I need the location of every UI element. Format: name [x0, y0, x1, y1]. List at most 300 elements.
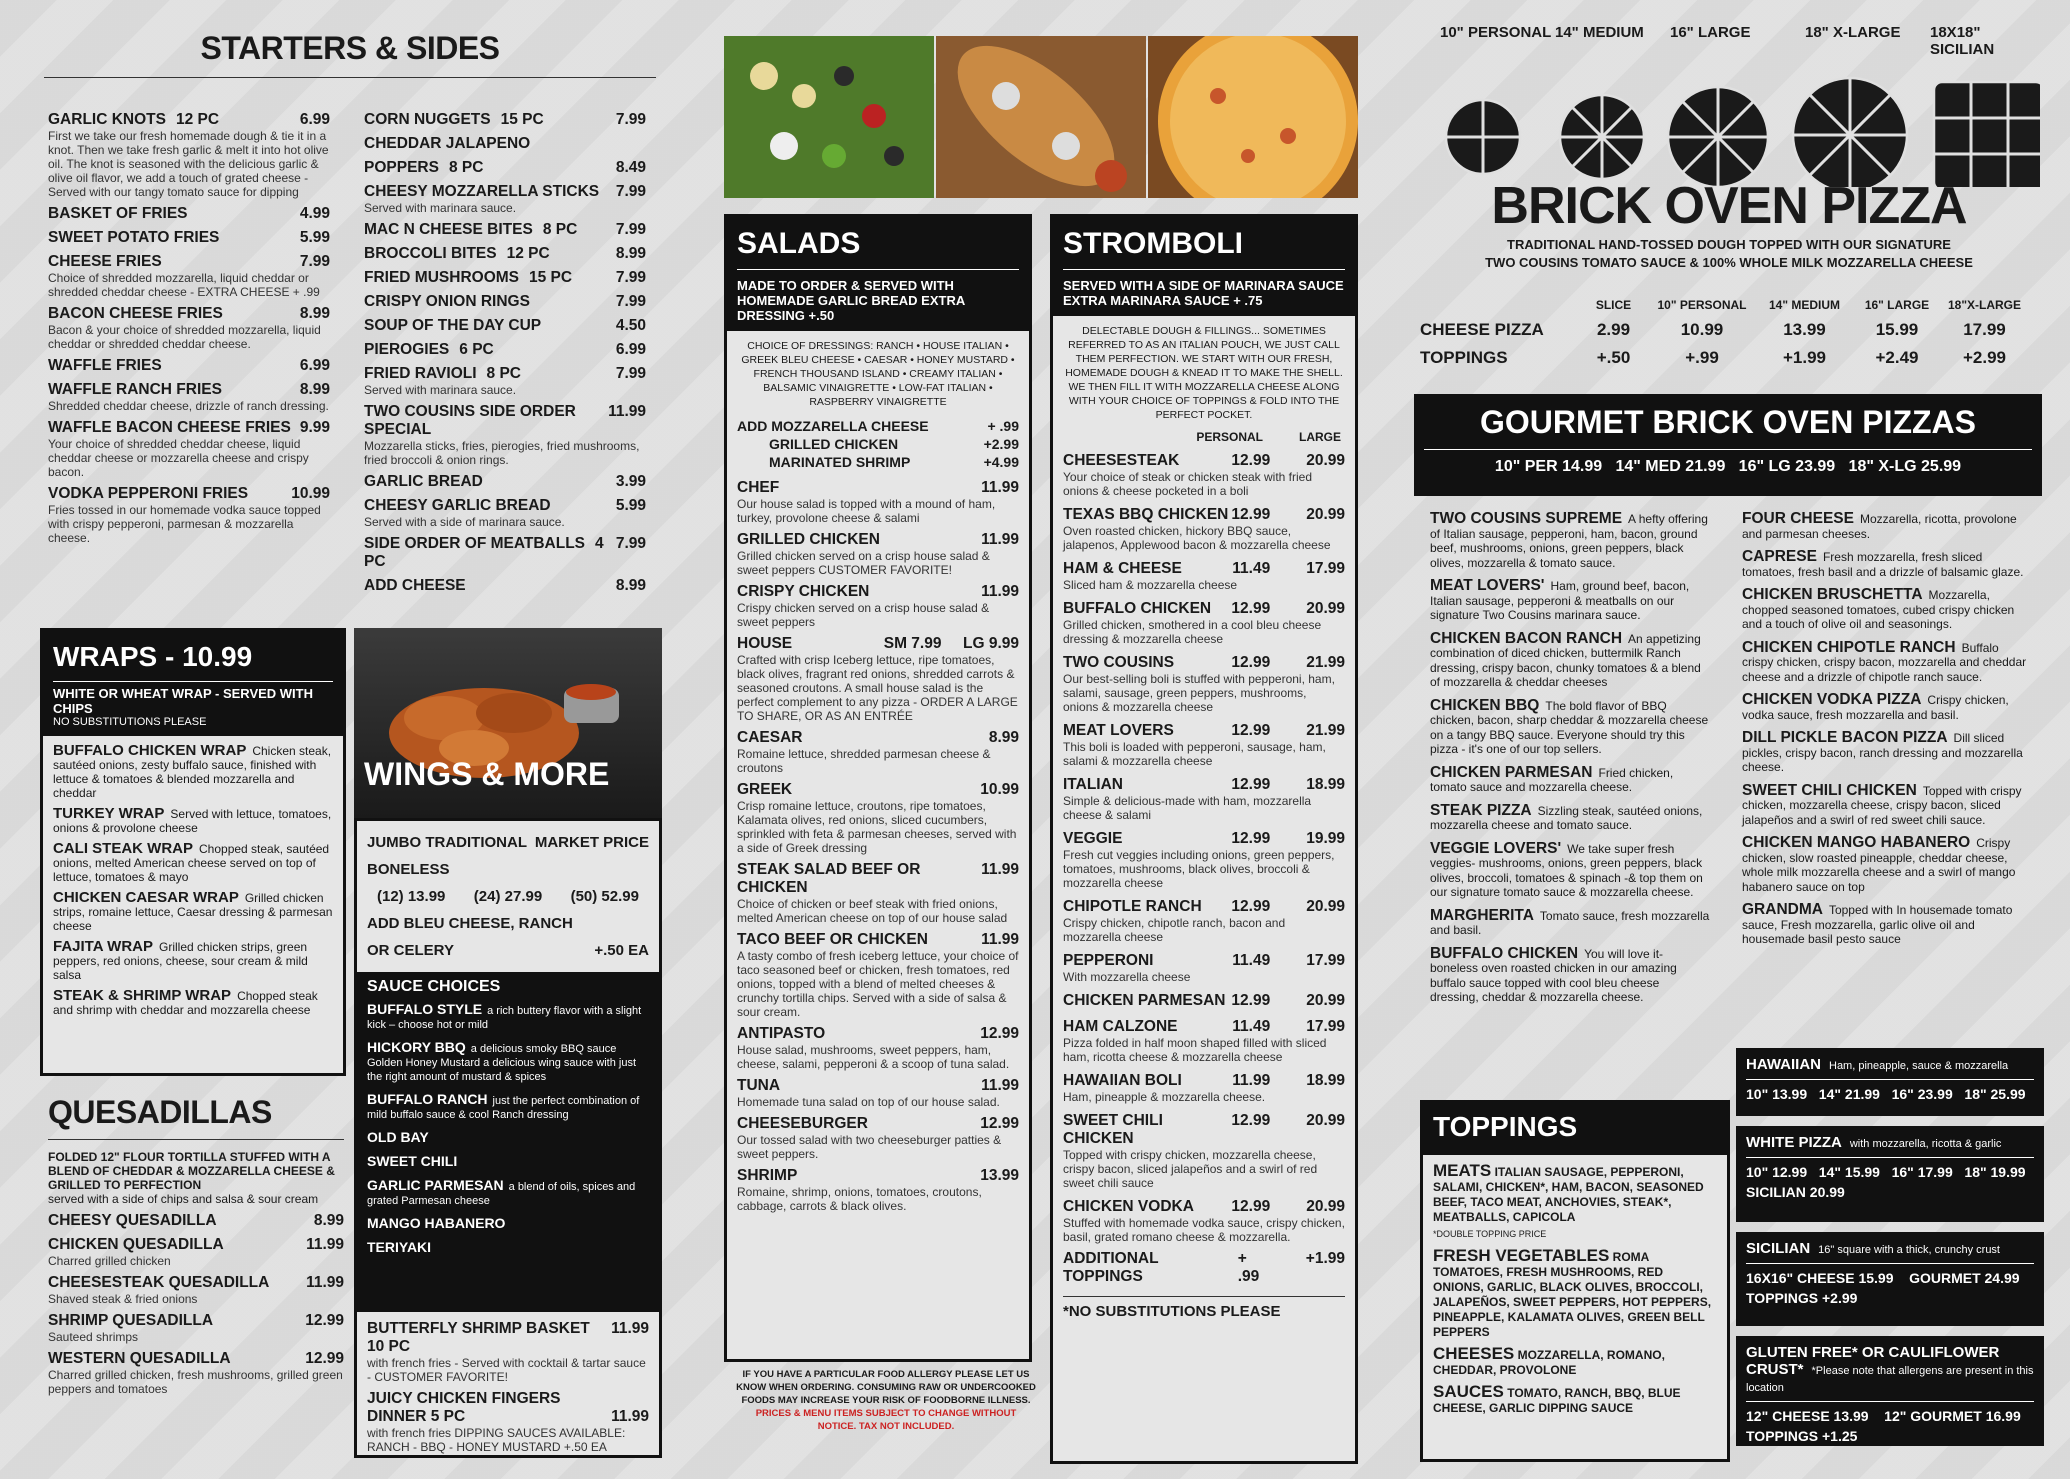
- wrap-name: FAJITA WRAP: [53, 938, 153, 955]
- gourmet-title: GOURMET BRICK OVEN PIZZAS: [1479, 404, 1976, 440]
- box-desc: with mozzarella, ricotta & garlic: [1849, 1138, 2002, 1150]
- allergy-text: IF YOU HAVE A PARTICULAR FOOD ALLERGY PLEASE LET US KNOW WHEN ORDERING. CONSUMING RAW OR UNDERCOOKED FOODS MAY INCREASE YOUR RISK OF FOODBORNE ILLNESS.: [736, 1369, 1036, 1406]
- stromboli-prices: [1231, 1112, 1345, 1148]
- stromboli-personal: 12.99: [1231, 506, 1271, 523]
- starters-right-list: [364, 105, 646, 595]
- stromboli-personal: 12.99: [1231, 776, 1271, 793]
- sauce-head: SAUCES: [1433, 1382, 1504, 1401]
- salad-desc: Homemade tuna salad on top of our house salad.: [737, 1095, 1000, 1109]
- starter-qty: 15 PC: [529, 269, 573, 286]
- starter-qty: 12 PC: [175, 111, 220, 128]
- stromboli-name: CHICKEN VODKA: [1063, 1198, 1194, 1215]
- starter-qty: 8 PC: [542, 221, 578, 238]
- pizza-col-head: 16" LARGE: [1864, 298, 1930, 312]
- starter-qty: 6 PC: [459, 341, 494, 358]
- stromboli-section: [1050, 214, 1358, 1464]
- starter-price: 7.99: [299, 253, 330, 270]
- stromboli-large-head: LARGE: [1299, 430, 1341, 444]
- dressing-list: CHOICE OF DRESSINGS: RANCH • HOUSE ITALIAN • GREEK BLEU CHEESE • CAESAR • HONEY MUSTARD • FRENCH THOUSAND ISLAND • CREAMY ITALIAN • BALSAMIC VINAIGRETTE • LOW-FAT ITALIAN • RASPBERRY VINAIGRETTE: [741, 340, 1015, 408]
- box-desc: 16" square with a thick, crunchy crust: [1818, 1244, 2000, 1256]
- salad-item: [737, 861, 1019, 897]
- stromboli-item: [1063, 654, 1345, 672]
- gourmet-item: [1430, 839, 1710, 900]
- wings-12: (12) 13.99: [377, 888, 446, 905]
- shrimp-basket-qty: 10 PC: [367, 1338, 411, 1355]
- stromboli-prices: [1231, 992, 1345, 1010]
- wrap-name: STEAK & SHRIMP WRAP: [53, 987, 232, 1004]
- gourmet-name: TWO COUSINS SUPREME: [1430, 510, 1623, 527]
- salad-add-price: + .99: [987, 418, 1019, 434]
- wrap-desc: Grilled chicken strips, romaine lettuce, Caesar dressing & parmesan cheese: [53, 891, 333, 933]
- quesadilla-desc: Sauteed shrimps: [48, 1330, 139, 1344]
- gourmet-name: DILL PICKLE BACON PIZZA: [1742, 729, 1948, 746]
- starter-item: [364, 135, 646, 153]
- salad-item: [737, 781, 1019, 799]
- starter-item: [48, 419, 330, 437]
- stromboli-desc: Simple & delicious-made with ham, mozzarella cheese & salami: [1063, 794, 1312, 822]
- starter-price: 8.99: [615, 245, 646, 262]
- wrap-item: [53, 989, 333, 1017]
- wings-add: ADD BLEU CHEESE, RANCH: [367, 915, 573, 932]
- starter-item: [364, 473, 646, 491]
- starter-price: 5.99: [615, 497, 646, 514]
- stromboli-desc: Ham, pineapple & mozzarella cheese.: [1063, 1090, 1266, 1104]
- wings-add-price: +.50 EA: [594, 942, 649, 959]
- wrap-item: [53, 807, 333, 835]
- starter-item: [48, 253, 330, 271]
- starter-item: [364, 365, 646, 383]
- wrap-desc: Served with lettuce, tomatoes, onions & provolone cheese: [53, 807, 332, 835]
- gourmet-name: GRANDMA: [1742, 901, 1823, 918]
- sauce-item: [367, 1178, 649, 1208]
- stromboli-large: 18.99: [1306, 1072, 1345, 1089]
- gourmet-desc: A hefty offering of Italian sausage, pepperoni, ham, bacon, ground beef, mushrooms, onions, green peppers, black olives, mozzarella & tomato sauce.: [1430, 512, 1708, 570]
- quesadilla-price: 12.99: [305, 1350, 344, 1367]
- sauce-item: [367, 1216, 649, 1232]
- stromboli-name: SWEET CHILI CHICKEN: [1063, 1112, 1163, 1147]
- wrap-name: TURKEY WRAP: [53, 805, 165, 822]
- starter-name: [48, 485, 248, 503]
- chicken-fingers-desc: with french fries DIPPING SAUCES AVAILABLE: RANCH - BBQ - HONEY MUSTARD +.50 EA: [367, 1426, 626, 1454]
- starter-name: [48, 419, 291, 437]
- starter-item: [48, 229, 330, 247]
- gourmet-name: VEGGIE LOVERS': [1430, 839, 1562, 857]
- quesadilla-item: [48, 1274, 344, 1292]
- gourmet-item: [1430, 944, 1710, 1005]
- quesadilla-desc: Shaved steak & fried onions: [48, 1292, 198, 1306]
- starter-price: 7.99: [615, 111, 646, 128]
- salad-price: 13.99: [980, 1167, 1019, 1184]
- starter-price: 8.99: [299, 381, 330, 398]
- gourmet-left: [1430, 512, 1710, 1014]
- salad-item: [737, 931, 1019, 949]
- pizza-price-cell: +.99: [1685, 348, 1719, 367]
- starter-price: 9.99: [299, 419, 330, 436]
- stromboli-intro: DELECTABLE DOUGH & FILLINGS... SOMETIMES REFERRED TO AS AN ITALIAN POUCH, WE JUST CALL THEM PERFECTION. WE START WITH OUR FRESH, HOMEMADE DOUGH & KNEAD IT TO MAKE THE SHELL. WE THEN FILL IT WITH MOZZARELLA CHEESE ALONG WITH YOUR CHOICE OF TOPPINGS & FOLD INTO THE PERFECT POCKET.: [1065, 325, 1343, 421]
- starter-item: [48, 381, 330, 399]
- stromboli-large: 20.99: [1306, 1198, 1345, 1215]
- salad-name: CHEF: [737, 479, 780, 496]
- starter-label: CHEDDAR JALAPENO: [364, 135, 531, 152]
- gourmet-desc: Crispy chicken, vodka sauce, fresh mozzarella and basil.: [1742, 693, 2009, 722]
- starter-label: SOUP OF THE DAY CUP: [364, 317, 542, 334]
- stromboli-name: VEGGIE: [1063, 830, 1123, 847]
- stromboli-prices: [1231, 722, 1345, 740]
- salad-photo: [724, 36, 934, 198]
- pizza-size-label: 18" X-LARGE: [1805, 24, 1901, 41]
- stromboli-desc: Crispy chicken, chipotle ranch, bacon and mozzarella cheese: [1063, 916, 1286, 944]
- starter-name: [364, 473, 483, 491]
- wrap-desc: Chopped steak and shrimp with cheddar and mozzarella cheese: [53, 989, 318, 1017]
- starter-item: [48, 357, 330, 375]
- sauce-name: BUFFALO RANCH: [367, 1091, 488, 1107]
- stromboli-desc: This boli is loaded with pepperoni, sausage, ham, salami & mozzarella cheese: [1063, 740, 1326, 768]
- wraps-title: WRAPS - 10.99: [53, 641, 253, 672]
- salad-price: 11.99: [981, 1077, 1019, 1094]
- wings-celery: OR CELERY: [367, 942, 454, 959]
- gourmet-desc: Tomato sauce, fresh mozzarella and basil.: [1430, 908, 1710, 937]
- box-title: WHITE PIZZA: [1746, 1134, 1842, 1151]
- sauce-desc: just the perfect combination of mild buffalo sauce & cool Ranch dressing: [367, 1095, 640, 1121]
- sauce-item: [367, 1154, 649, 1170]
- starter-price: 6.99: [299, 357, 330, 374]
- stromboli-prices: [1231, 776, 1345, 794]
- pizza-col-head: 10" PERSONAL: [1657, 298, 1747, 312]
- starter-desc: Served with marinara sauce.: [364, 201, 517, 215]
- stromboli-name: HAWAIIAN BOLI: [1063, 1072, 1182, 1089]
- starter-desc: First we take our fresh homemade dough & tie it in a knot. Then we take fresh garlic & melt it into hot olive oil. The knot is seasoned with the delicious garlic & olive oil flavor, we add a touch of grated cheese - Served with our tangy tomato sauce for dipping: [48, 129, 329, 199]
- salad-item: [737, 1115, 1019, 1133]
- gourmet-item: [1742, 903, 2032, 947]
- no-substitutions: *NO SUBSTITUTIONS PLEASE: [1063, 1303, 1281, 1320]
- starter-item: [364, 535, 646, 571]
- starter-price: 7.99: [615, 221, 646, 238]
- gourmet-name: CHICKEN MANGO HABANERO: [1742, 834, 1971, 851]
- box-desc: Ham, pineapple, sauce & mozzarella: [1829, 1060, 2009, 1072]
- wrap-item: [53, 940, 333, 982]
- stromboli-desc: Pizza folded in half moon shaped filled with sliced ham, ricotta cheese & mozzarella cheese: [1063, 1036, 1327, 1064]
- starter-item: [48, 305, 330, 323]
- pizza-price-cell: +1.99: [1782, 348, 1826, 367]
- starter-qty: 15 PC: [500, 111, 544, 128]
- starter-name: [364, 403, 608, 439]
- salad-name: GREEK: [737, 781, 793, 798]
- starter-name: [364, 497, 551, 515]
- stromboli-personal: 11.49: [1232, 560, 1271, 577]
- starter-label: MAC N CHEESE BITES: [364, 221, 533, 238]
- quesadillas-intro2: served with a side of chips and salsa & sour cream: [48, 1192, 319, 1206]
- salad-add-name: GRILLED CHICKEN: [769, 436, 899, 452]
- quesadilla-name: CHEESY QUESADILLA: [48, 1212, 217, 1229]
- stromboli-personal: 12.99: [1231, 600, 1271, 617]
- double-note: *DOUBLE TOPPING PRICE: [1433, 1229, 1547, 1239]
- starter-item: [364, 183, 646, 201]
- salad-price: 11.99: [981, 531, 1019, 548]
- starter-label: WAFFLE BACON CHEESE FRIES: [48, 419, 291, 436]
- starter-qty: 8 PC: [448, 159, 484, 176]
- stromboli-prices: [1231, 898, 1345, 916]
- pizza-size-label: 14" MEDIUM: [1555, 24, 1644, 41]
- pizza-price-cell: +2.49: [1875, 348, 1919, 367]
- shrimp-basket-desc: with french fries - Served with cocktail & tartar sauce - CUSTOMER FAVORITE!: [367, 1356, 646, 1384]
- pizza-xlarge-icon: [1793, 78, 1907, 187]
- starter-price: 8.99: [299, 305, 330, 322]
- salad-price: 12.99: [980, 1025, 1019, 1042]
- pizza-price-cell: 17.99: [1963, 320, 2006, 339]
- sauce-name: TERIYAKI: [367, 1239, 432, 1255]
- pizza-price-cell: 10.99: [1680, 320, 1724, 339]
- sauce-desc: a delicious smoky BBQ sauce Golden Honey Mustard a delicious wing sauce with just the right amount of mustard & spices: [367, 1043, 637, 1083]
- salad-desc: Romaine, shrimp, onions, tomatoes, croutons, cabbage, carrots & black olives.: [737, 1185, 982, 1213]
- quesadilla-price: 12.99: [305, 1312, 344, 1329]
- gourmet-item: [1430, 629, 1710, 690]
- quesadilla-item: [48, 1212, 344, 1230]
- quesadilla-price: 11.99: [306, 1236, 344, 1253]
- stromboli-prices: [1231, 1198, 1345, 1216]
- quesadilla-name: CHICKEN QUESADILLA: [48, 1236, 224, 1253]
- gourmet-name: BUFFALO CHICKEN: [1430, 944, 1579, 962]
- starter-price: 6.99: [299, 111, 330, 128]
- box-extra: TOPPINGS +1.25: [1746, 1428, 1858, 1444]
- pizza-sub1: TRADITIONAL HAND-TOSSED DOUGH TOPPED WITH OUR SIGNATURE: [1507, 237, 1951, 252]
- wrap-desc: Chopped steak, sautéed onions, melted American cheese served on top of lettuce, tomatoes & mayo: [53, 842, 330, 884]
- starter-item: [364, 577, 646, 595]
- starter-price: 7.99: [615, 183, 646, 200]
- starter-name: [48, 381, 222, 399]
- stromboli-personal: 12.99: [1231, 830, 1271, 847]
- starter-price: 7.99: [615, 293, 646, 310]
- toppings-title: TOPPINGS: [1433, 1111, 1578, 1142]
- starters-title: STARTERS & SIDES: [200, 30, 500, 66]
- shrimp-basket-price: 11.99: [611, 1320, 649, 1337]
- starter-label: CORN NUGGETS: [364, 111, 491, 128]
- stromboli-photo: [936, 36, 1146, 198]
- stromboli-item: [1063, 1198, 1345, 1216]
- stromboli-personal: 12.99: [1231, 452, 1271, 469]
- pizza-row-label: CHEESE PIZZA: [1420, 320, 1544, 339]
- veg-list: ROMA TOMATOES, FRESH MUSHROOMS, RED ONIONS, GARLIC, BLACK OLIVES, BROCCOLI, JALAPEÑOS, SWEET PEPPERS, HOT PEPPERS, PINEAPPLE, KALAMATA OLIVES, GREEN BELL PEPPERS: [1433, 1250, 1712, 1339]
- stromboli-personal: 12.99: [1231, 1112, 1271, 1129]
- wrap-item: [53, 842, 333, 884]
- starter-item: [48, 205, 330, 223]
- starters-section: [44, 30, 656, 84]
- stromboli-personal: 12.99: [1231, 722, 1271, 739]
- veg-head: FRESH VEGETABLES: [1433, 1246, 1610, 1265]
- stromboli-personal: 11.49: [1232, 1018, 1271, 1035]
- salad-price: 11.99: [981, 479, 1019, 496]
- quesadilla-name: WESTERN QUESADILLA: [48, 1350, 231, 1367]
- box-title: HAWAIIAN: [1746, 1056, 1821, 1073]
- stromboli-item: [1063, 560, 1345, 578]
- salads-sub: MADE TO ORDER & SERVED WITH HOMEMADE GARLIC BREAD EXTRA DRESSING +.50: [737, 278, 965, 323]
- stromboli-name: TEXAS BBQ CHICKEN: [1063, 506, 1229, 523]
- allergy-note: [736, 1368, 1036, 1433]
- starter-price: 3.99: [615, 473, 646, 490]
- gourmet-item: [1742, 638, 2032, 685]
- sauce-list: [367, 1002, 649, 1256]
- starter-name: [48, 253, 162, 271]
- stromboli-large: 17.99: [1306, 560, 1345, 577]
- wings-traditional: JUMBO TRADITIONAL: [367, 834, 527, 851]
- allergy-text-red: PRICES & MENU ITEMS SUBJECT TO CHANGE WITHOUT NOTICE. TAX NOT INCLUDED.: [755, 1408, 1017, 1432]
- sauce-tlist: TOMATO, RANCH, BBQ, BLUE CHEESE, GARLIC DIPPING SAUCE: [1433, 1386, 1681, 1415]
- salad-price: 12.99: [980, 1115, 1019, 1132]
- salad-name: GRILLED CHICKEN: [737, 531, 880, 548]
- stromboli-item: [1063, 452, 1345, 470]
- pizza-col-head: SLICE: [1595, 298, 1632, 312]
- starter-label: BASKET OF FRIES: [48, 205, 188, 222]
- sauce-name: GARLIC PARMESAN: [367, 1177, 504, 1193]
- gourmet-item: [1430, 906, 1710, 938]
- stromboli-item: [1063, 722, 1345, 740]
- starter-name: [364, 135, 530, 153]
- starter-label: SWEET POTATO FRIES: [48, 229, 220, 246]
- stromboli-large: 19.99: [1306, 830, 1345, 847]
- salad-add: [737, 453, 1019, 471]
- stromboli-prices: [1232, 1018, 1345, 1036]
- salad-desc: Our tossed salad with two cheeseburger patties & sweet peppers.: [737, 1133, 1002, 1161]
- stromboli-item: [1063, 952, 1345, 970]
- salad-item: [737, 729, 1019, 747]
- cheese-head: CHEESES: [1433, 1344, 1515, 1363]
- gourmet-desc: Fresh mozzarella, fresh sliced tomatoes, fresh basil and a drizzle of balsamic glaze.: [1742, 550, 2024, 579]
- salad-desc: Grilled chicken served on a crisp house salad & sweet peppers CUSTOMER FAVORITE!: [737, 549, 990, 577]
- stromboli-item: [1063, 776, 1345, 794]
- salad-name: SHRIMP: [737, 1167, 798, 1184]
- quesadillas-intro: FOLDED 12" FLOUR TORTILLA STUFFED WITH A BLEND OF CHEDDAR & MOZZARELLA CHEESE & GRILLED TO PERFECTION: [48, 1150, 335, 1192]
- starter-label: CRISPY ONION RINGS: [364, 293, 530, 310]
- stromboli-name: BUFFALO CHICKEN: [1063, 600, 1212, 617]
- pizza-size-label: 10" PERSONAL: [1440, 24, 1552, 41]
- chicken-fingers: JUICY CHICKEN FINGERS: [367, 1390, 561, 1407]
- box-prices: 10" 13.99 14" 21.99 16" 23.99 18" 25.99: [1746, 1086, 2026, 1102]
- salads-title: SALADS: [737, 227, 861, 260]
- starter-item: [364, 221, 646, 239]
- starter-name: [48, 205, 188, 223]
- stromboli-title: STROMBOLI: [1063, 227, 1243, 260]
- wrap-item: [53, 891, 333, 933]
- sauce-name: OLD BAY: [367, 1129, 429, 1145]
- salad-name: ANTIPASTO: [737, 1025, 826, 1042]
- starter-price: 8.99: [615, 577, 646, 594]
- stromboli-large: 17.99: [1306, 1018, 1345, 1035]
- stromboli-item: [1063, 600, 1345, 618]
- quesadilla-item: [48, 1350, 344, 1368]
- salad-name: CRISPY CHICKEN: [737, 583, 870, 600]
- gourmet-item: [1742, 550, 2032, 579]
- pizza-size-label: 16" LARGE: [1670, 24, 1751, 41]
- salad-price: 11.99: [981, 931, 1019, 948]
- salad-add-name: MARINATED SHRIMP: [769, 454, 911, 470]
- gourmet-name: CHICKEN BRUSCHETTA: [1742, 586, 1923, 603]
- box-extra: TOPPINGS +2.99: [1746, 1290, 1858, 1306]
- sauce-item: [367, 1240, 649, 1256]
- salad-name: TUNA: [737, 1077, 781, 1094]
- wraps-list: [43, 736, 343, 1032]
- stromboli-large: 20.99: [1306, 992, 1345, 1009]
- salad-item: [737, 1167, 1019, 1185]
- wings-section: [354, 818, 662, 1458]
- quesadilla-desc: Charred grilled chicken: [48, 1254, 171, 1268]
- salad-price: 8.99: [988, 729, 1019, 746]
- box-extra: SICILIAN 20.99: [1746, 1184, 1845, 1200]
- starter-name: [48, 111, 219, 129]
- starter-label: GARLIC KNOTS: [48, 111, 166, 128]
- pizza-sizes: [1420, 22, 2040, 172]
- box-prices: 12" CHEESE 13.99 12" GOURMET 16.99: [1746, 1408, 2021, 1424]
- salad-item: [737, 1077, 1019, 1095]
- salad-desc: House salad, mushrooms, sweet peppers, ham, cheese, salami, pepperoni & a scoop of tuna salad.: [737, 1043, 1010, 1071]
- sauce-item: [367, 1002, 649, 1032]
- pizza-price-cell: 13.99: [1783, 320, 1826, 339]
- starter-label: CHEESE FRIES: [48, 253, 162, 270]
- gourmet-right: [1742, 512, 2032, 956]
- box-title: GLUTEN FREE* OR CAULIFLOWER CRUST*: [1746, 1344, 2000, 1378]
- stromboli-sub: SERVED WITH A SIDE OF MARINARA SAUCE EXTRA MARINARA SAUCE + .75: [1063, 278, 1344, 308]
- starter-item: [364, 403, 646, 439]
- starter-label: WAFFLE RANCH FRIES: [48, 381, 222, 398]
- starter-name: [364, 341, 494, 359]
- stromboli-prices: [1232, 952, 1345, 970]
- gourmet-name: MEAT LOVERS': [1430, 577, 1545, 594]
- gourmet-name: FOUR CHEESE: [1742, 510, 1854, 527]
- gourmet-name: CHICKEN VODKA PIZZA: [1742, 691, 1922, 708]
- wings-50: (50) 52.99: [570, 888, 639, 905]
- gourmet-item: [1430, 512, 1710, 570]
- salad-desc: Crisp romaine lettuce, croutons, ripe tomatoes, Kalamata olives, red onions, sliced cucumbers, sprinkled with feta & parmesan cheeses, served with a side of Greek dressing: [737, 799, 1017, 855]
- starter-item: [48, 485, 330, 503]
- starter-item: [364, 159, 646, 177]
- starter-desc: Mozzarella sticks, fries, pierogies, fried mushrooms, fried broccoli & onion rings.: [364, 439, 640, 467]
- starter-price: 7.99: [615, 269, 646, 286]
- wrap-desc: Grilled chicken strips, green peppers, red onions, cheese, sour cream & mild salsa: [53, 940, 308, 982]
- starter-label: BROCCOLI BITES: [364, 245, 497, 262]
- gourmet-name: CHICKEN PARMESAN: [1430, 763, 1593, 781]
- stromboli-desc: Sliced ham & mozzarella cheese: [1063, 578, 1238, 592]
- salad-item: [737, 479, 1019, 497]
- pizza-price-cell: +.50: [1596, 348, 1631, 367]
- cheese-list: MOZZARELLA, ROMANO, CHEDDAR, PROVOLONE: [1433, 1348, 1665, 1377]
- pizza-title: BRICK OVEN PIZZA: [1491, 177, 1967, 235]
- gourmet-item: [1430, 763, 1710, 795]
- additional-toppings: ADDITIONAL TOPPINGS: [1063, 1250, 1159, 1285]
- starter-price: 5.99: [299, 229, 330, 246]
- quesadillas-section: [48, 1094, 344, 1402]
- starter-label: CHEESY GARLIC BREAD: [364, 497, 551, 514]
- starter-label: PIEROGIES: [364, 341, 450, 358]
- stromboli-item: [1063, 1072, 1345, 1090]
- stromboli-prices: [1232, 560, 1345, 578]
- gourmet-prices: 10" PER 14.99 14" MED 21.99 16" LG 23.99 18" X-LG 25.99: [1494, 458, 1962, 475]
- starter-item: [364, 269, 646, 287]
- pizza-photo: [1148, 36, 1358, 198]
- starter-qty: 4 PC: [364, 535, 604, 570]
- starter-item: [364, 317, 646, 335]
- wraps-sub: WHITE OR WHEAT WRAP - SERVED WITH CHIPS: [53, 686, 313, 716]
- salad-name: HOUSE: [737, 635, 793, 652]
- gourmet-name: CHICKEN CHIPOTLE RANCH: [1742, 638, 1956, 656]
- wraps-section: [40, 628, 346, 1076]
- wraps-sub2: NO SUBSTITUTIONS PLEASE: [53, 716, 207, 728]
- quesadilla-price: 8.99: [313, 1212, 344, 1229]
- gourmet-desc: An appetizing combination of diced chicken, buttermilk Ranch dressing, crispy bacon, chunky tomatoes & a blend of mozzarella & cheddar cheeses: [1430, 631, 1701, 689]
- gourmet-desc: Fried chicken, tomato sauce and mozzarella cheese.: [1430, 765, 1674, 794]
- quesadilla-item: [48, 1236, 344, 1254]
- gourmet-desc: Mozzarella, chopped seasoned tomatoes, cubed crispy chicken and a touch of olive oil and seasonings.: [1742, 588, 2015, 631]
- starter-label: POPPERS: [364, 159, 439, 176]
- starter-name: [364, 293, 530, 311]
- stromboli-desc: Grilled chicken, smothered in a cool bleu cheese dressing & mozzarella cheese: [1063, 618, 1322, 646]
